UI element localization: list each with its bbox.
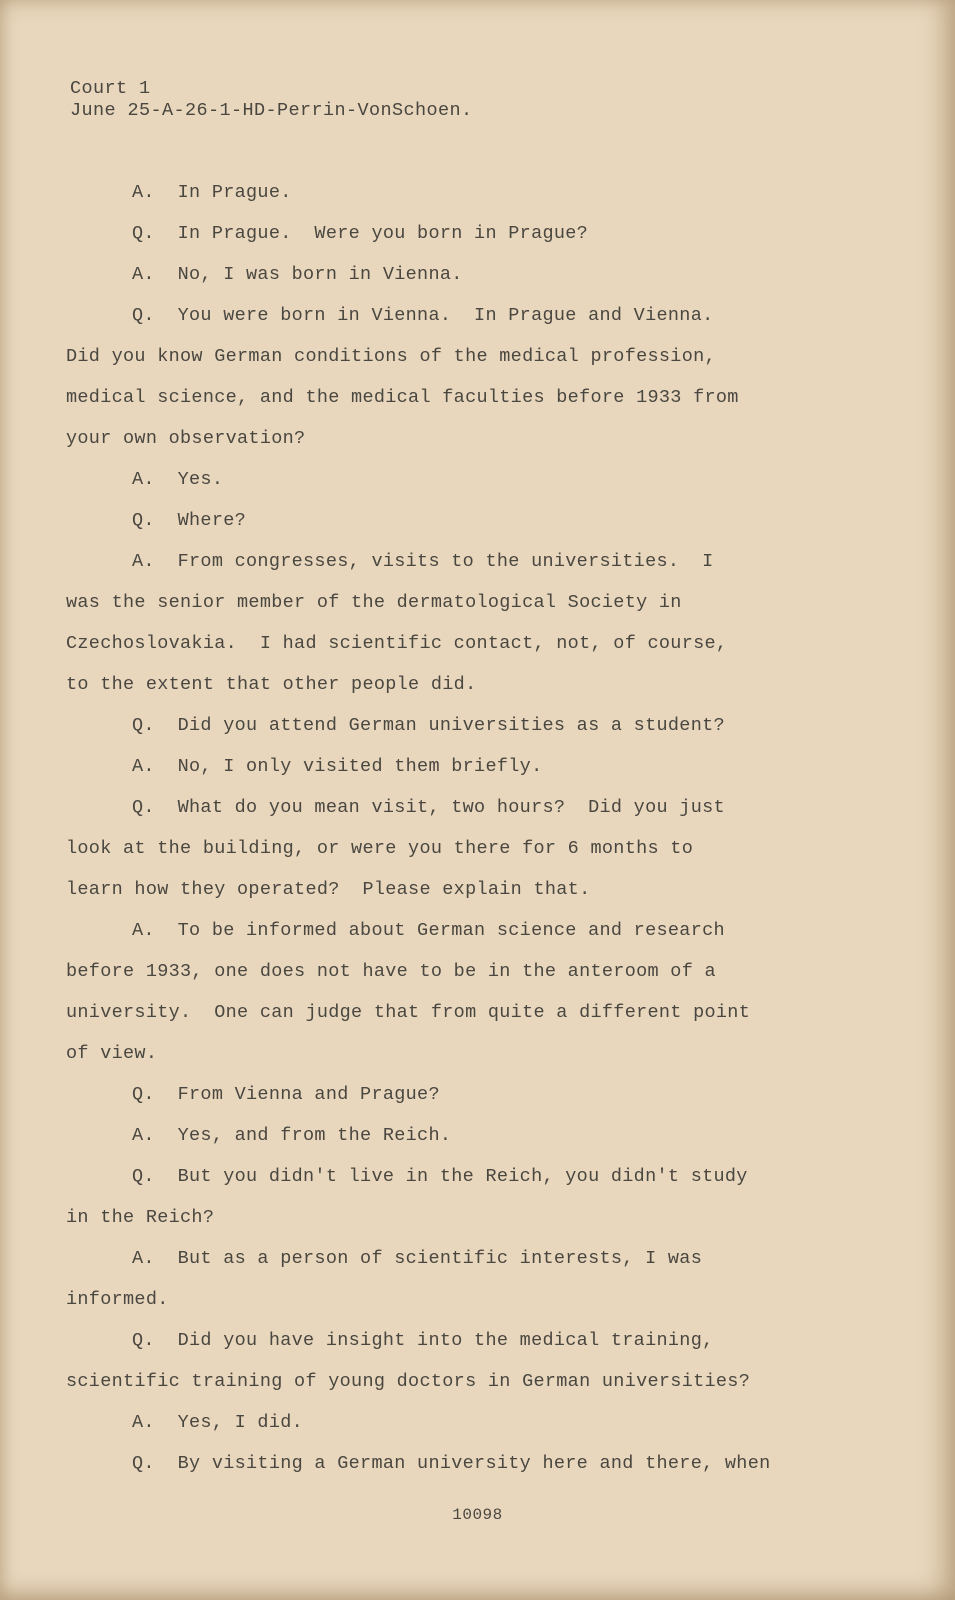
page-number: 10098 bbox=[452, 1506, 503, 1524]
transcript-line: medical science, and the medical faculties before 1933 from bbox=[66, 387, 739, 408]
transcript-line: informed. bbox=[66, 1289, 169, 1310]
transcript-line: Q. Did you attend German universities as a student? bbox=[132, 715, 725, 736]
transcript-line: your own observation? bbox=[66, 428, 306, 449]
transcript-line: university. One can judge that from quite a different point bbox=[66, 1002, 751, 1023]
document-header bbox=[70, 78, 473, 122]
transcript-line: before 1933, one does not have to be in the anteroom of a bbox=[66, 961, 716, 982]
transcript-body bbox=[66, 172, 856, 1484]
transcript-line: A. No, I only visited them briefly. bbox=[132, 756, 543, 777]
transcript-line: in the Reich? bbox=[66, 1207, 215, 1228]
transcript-line: Q. In Prague. Were you born in Prague? bbox=[132, 223, 589, 244]
transcript-line: Q. But you didn't live in the Reich, you didn't study bbox=[132, 1166, 748, 1187]
transcript-line: A. But as a person of scientific interests, I was bbox=[132, 1248, 703, 1269]
session-reference: June 25-A-26-1-HD-Perrin-VonSchoen. bbox=[70, 100, 473, 121]
transcript-line: of view. bbox=[66, 1043, 158, 1064]
transcript-line: A. From congresses, visits to the universities. I bbox=[132, 551, 714, 572]
transcript-line: scientific training of young doctors in German universities? bbox=[66, 1371, 751, 1392]
transcript-line: look at the building, or were you there for 6 months to bbox=[66, 838, 694, 859]
transcript-line: Did you know German conditions of the medical profession, bbox=[66, 346, 716, 367]
transcript-line: A. Yes, and from the Reich. bbox=[132, 1125, 452, 1146]
transcript-line: Q. By visiting a German university here and there, when bbox=[132, 1453, 771, 1474]
transcript-line: was the senior member of the dermatological Society in bbox=[66, 592, 682, 613]
transcript-line: A. Yes, I did. bbox=[132, 1412, 304, 1433]
transcript-line: learn how they operated? Please explain that. bbox=[66, 879, 591, 900]
transcript-line: Q. Where? bbox=[132, 510, 247, 531]
transcript-line: Czechoslovakia. I had scientific contact, not, of course, bbox=[66, 633, 728, 654]
transcript-line: Q. From Vienna and Prague? bbox=[132, 1084, 440, 1105]
transcript-line: Q. You were born in Vienna. In Prague and Vienna. bbox=[132, 305, 714, 326]
transcript-line: Q. What do you mean visit, two hours? Did you just bbox=[132, 797, 725, 818]
transcript-line: A. To be informed about German science and research bbox=[132, 920, 725, 941]
court-label: Court 1 bbox=[70, 78, 151, 99]
transcript-line: A. No, I was born in Vienna. bbox=[132, 264, 463, 285]
transcript-line: A. Yes. bbox=[132, 469, 224, 490]
transcript-line: to the extent that other people did. bbox=[66, 674, 477, 695]
transcript-line: Q. Did you have insight into the medical training, bbox=[132, 1330, 714, 1351]
transcript-line: A. In Prague. bbox=[132, 182, 292, 203]
